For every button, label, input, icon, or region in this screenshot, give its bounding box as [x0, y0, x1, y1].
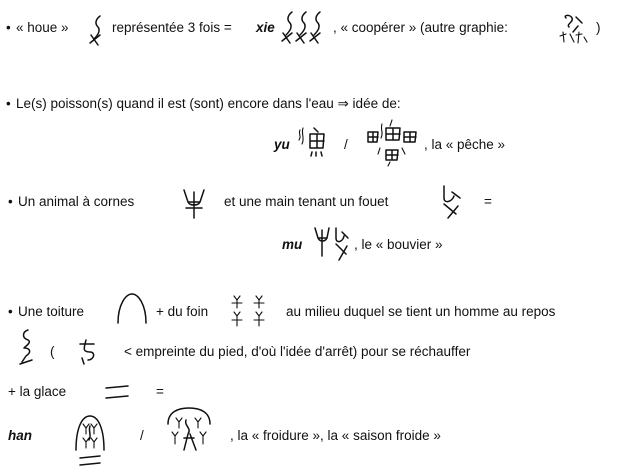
han-glyph-1 — [70, 410, 110, 468]
roof-glyph — [114, 290, 150, 326]
bing-glyph — [102, 382, 132, 406]
mu-pinyin: mu — [282, 237, 303, 252]
toiture-text: Une toiture — [18, 304, 85, 319]
animal-text: Un animal à cornes — [18, 194, 135, 209]
mu-glyph — [312, 224, 352, 264]
houe-glyph — [86, 14, 108, 48]
houe-term: « houe » — [16, 20, 69, 35]
xie-glyph — [278, 10, 328, 50]
equals: = — [156, 384, 164, 399]
yu-pinyin: yu — [274, 137, 290, 152]
foin-glyph — [228, 294, 272, 328]
representee-text: représentée 3 fois = — [112, 20, 232, 35]
niu-glyph — [180, 188, 208, 220]
bullet: • — [6, 20, 11, 35]
han-glyph-2 — [162, 404, 216, 454]
bullet: • — [6, 96, 11, 111]
slash: / — [344, 137, 348, 152]
milieu-text: au milieu duquel se tient un homme au repos — [286, 304, 556, 319]
foin-text: + du foin — [156, 304, 209, 319]
zhi-glyph — [76, 336, 100, 366]
equals: = — [484, 194, 492, 209]
glace-text: + la glace — [8, 384, 67, 399]
bouvier-text: , le « bouvier » — [354, 237, 443, 252]
peche-text: , la « pêche » — [424, 137, 506, 152]
bullet: • — [8, 304, 13, 319]
homme-glyph — [16, 328, 38, 366]
yu-glyph-2 — [360, 118, 422, 168]
xie-pinyin: xie — [256, 20, 275, 35]
froidure-text: , la « froidure », la « saison froide » — [230, 428, 441, 443]
close-paren: ) — [596, 20, 601, 35]
fouet-glyph — [438, 184, 466, 220]
bullet: • — [8, 194, 13, 209]
empreinte-text: < empreinte du pied, d'où l'idée d'arrêt) pour se réchauffer — [124, 344, 471, 359]
main-text: et une main tenant un fouet — [224, 194, 389, 209]
cooperer-text: , « coopérer » (autre graphie: — [333, 20, 508, 35]
han-pinyin: han — [8, 428, 33, 443]
xie-variant-glyph — [556, 12, 590, 48]
poisson-text: Le(s) poisson(s) quand il est (sont) encore dans l'eau ⇒ idée de: — [16, 96, 401, 111]
open-paren: ( — [50, 344, 55, 359]
yu-glyph-1 — [296, 124, 330, 160]
slash: / — [140, 428, 144, 443]
